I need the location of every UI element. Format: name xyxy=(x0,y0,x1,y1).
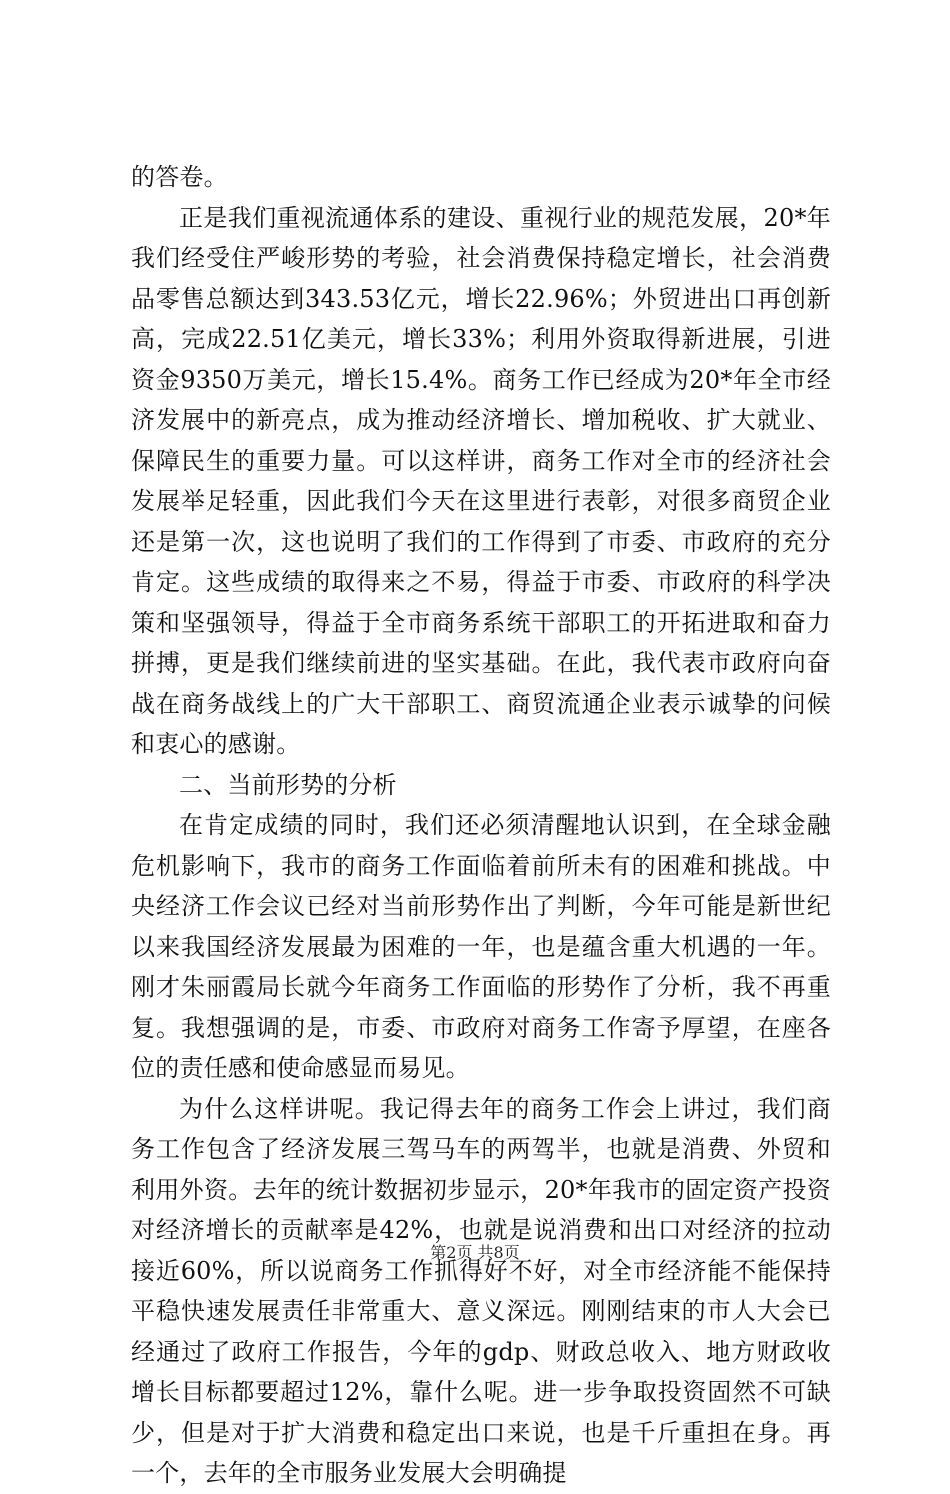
page-number-footer: 第2页 共8页 xyxy=(430,1243,520,1262)
section-heading: 二、当前形势的分析 xyxy=(179,770,397,799)
paragraph-reasoning: 为什么这样讲呢。我记得去年的商务工作会上讲过，我们商务工作包含了经济发展三驾马车的两驾半，也就是消费、外贸和利用外资。去年的统计数据初步显示，20*年我市的固定资产投资对经济增长的贡献率是42%，也就是说消费和出口对经济的拉动接近60%，所以说商务工作抓得好不好，对全市经济能不能保持平稳快速发展责任非常重大、意义深远。刚刚结束的市人大会已经通过了政府工作报告，今年的gdp、财政总收入、地方财政收增长目标都要超过12%，靠什么呢。进一步争取投资固然不可缺少，但是对于扩大消费和稳定出口来说，也是千斤重担在身。再一个，去年的全市服务业发展大会明确提 xyxy=(131,1094,831,1487)
paragraph-achievements: 正是我们重视流通体系的建设、重视行业的规范发展，20*年我们经受住严峻形势的考验，社会消费保持稳定增长，社会消费品零售总额达到343.53亿元，增长22.96%；外贸进出口再创新高，完成22.51亿美元，增长33%；利用外资取得新进展，引进资金9350万美元，增长15.4%。商务工作已经成为20*年全市经济发展中的新亮点，成为推动经济增长、增加税收、扩大就业、保障民生的重要力量。可以这样讲，商务工作对全市的经济社会发展举足轻重，因此我们今天在这里进行表彰，对很多商贸企业还是第一次，这也说明了我们的工作得到了市委、市政府的充分肯定。这些成绩的取得来之不易，得益于市委、市政府的科学决策和坚强领导，得益于全市商务系统干部职工的开拓进取和奋力拼搏，更是我们继续前进的坚实基础。在此，我代表市政府向奋战在商务战线上的广大干部职工、商贸流通企业表示诚挚的问候和衷心的感谢。 xyxy=(131,203,831,758)
paragraph-situation: 在肯定成绩的同时，我们还必须清醒地认识到，在全球金融危机影响下，我市的商务工作面临着前所未有的困难和挑战。中央经济工作会议已经对当前形势作出了判断，今年可能是新世纪以来我国经济发展最为困难的一年，也是蕴含重大机遇的一年。刚才朱丽霞局长就今年商务工作面临的形势作了分析，我不再重复。我想强调的是，市委、市政府对商务工作寄予厚望，在座各位的责任感和使命感显而易见。 xyxy=(131,811,831,1082)
paragraph-continuation: 的答卷。 xyxy=(131,163,228,191)
document-body xyxy=(131,157,831,1494)
